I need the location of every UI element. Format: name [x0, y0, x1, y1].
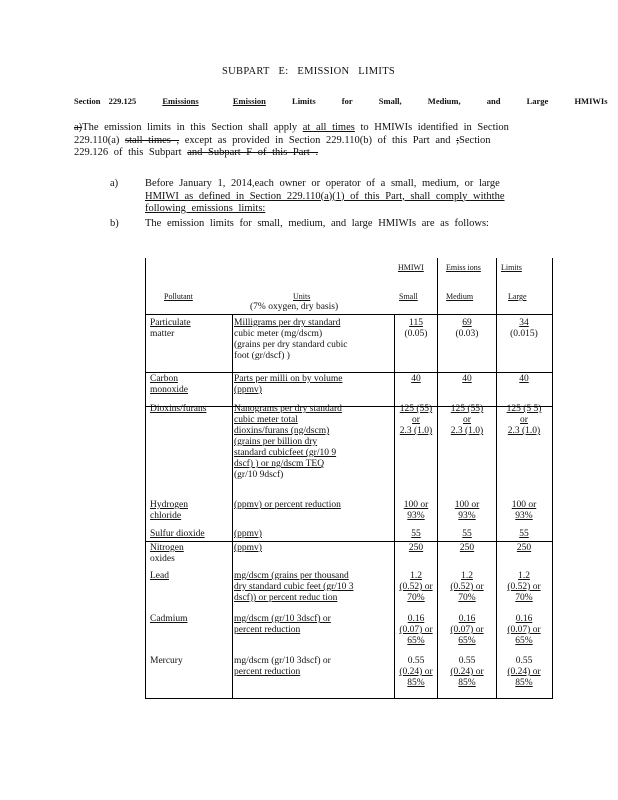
medium-value: [440, 614, 494, 647]
intro-text: 229.126 of this Subpart: [74, 147, 188, 158]
units-cell: [234, 374, 342, 396]
large-value: [499, 500, 549, 522]
header-large: Large: [508, 292, 527, 301]
medium-value: 40: [462, 374, 472, 384]
struck-text: ;: [456, 134, 460, 146]
value-line: 93%: [458, 511, 476, 521]
table-row: [150, 374, 188, 396]
section-title-word: Medium,: [427, 96, 461, 106]
intro-text: Section: [459, 134, 491, 146]
units-line: (gr/10 9dscf): [234, 470, 284, 480]
value-line: 85%: [458, 678, 476, 688]
value-line: 65%: [407, 636, 425, 646]
intro-line-3: [74, 147, 509, 160]
value-line: (0.24) or: [450, 667, 484, 677]
item-label-a: a): [110, 178, 119, 189]
struck-text: a): [74, 122, 83, 133]
header-medium: Medium: [446, 292, 474, 301]
section-title: [74, 96, 618, 106]
item-b-text: The emission limits for small, medium, and large HMIWIs are as follows:: [145, 218, 489, 229]
struck-text: and Subpart F of this Part .: [187, 147, 319, 158]
value-line: 0.16: [458, 614, 476, 624]
units-line: Milligrams per dry standard: [234, 318, 341, 328]
table-row: [150, 404, 206, 415]
units-line: percent reduction: [234, 667, 301, 677]
units-line: mg/dscm (gr/10 3dscf) or: [234, 614, 331, 624]
item-a-text: [145, 178, 505, 216]
inserted-text: at all times: [302, 122, 355, 133]
value-line: (0.52) or: [507, 582, 541, 592]
small-value: 250: [408, 543, 424, 553]
value-line: 2.3 (1.0): [450, 426, 484, 436]
table-divider: [496, 258, 497, 698]
section-title-word: for: [341, 96, 353, 106]
value-line: 85%: [407, 678, 425, 688]
value-line: 100 or: [403, 500, 429, 510]
small-value: [396, 571, 436, 604]
value-line: (0.24) or: [507, 667, 541, 677]
section-number: Section 229.125: [74, 96, 137, 106]
section-title-word: and: [486, 96, 501, 106]
small-value: [398, 500, 434, 522]
value-line: 93%: [515, 511, 533, 521]
units-line: (ppmv) or percent reduction: [234, 500, 341, 510]
value-line: 100 or: [454, 500, 480, 510]
header-units: Units: [293, 292, 311, 301]
units-line: (ppmv): [234, 385, 262, 395]
value-line: (0.52) or: [399, 582, 433, 592]
table-divider: [437, 258, 438, 698]
item-a-line-2: HMIWI as defined in Section 229.110(a)(1) of this Part, shall comply withthe: [145, 190, 505, 202]
pollutant-name: chloride: [150, 511, 182, 521]
value-line: 93%: [407, 511, 425, 521]
units-line: (grains per dry standard cubic: [234, 340, 348, 350]
units-cell: (ppmv): [234, 543, 262, 553]
page-heading: SUBPART E: EMISSION LIMITS: [222, 66, 396, 77]
value-line: 125 (55): [399, 404, 433, 414]
units-line: dscf)) or percent reduc tion: [234, 593, 338, 603]
value-line: 0.55: [458, 656, 476, 666]
value-line: 1.2: [518, 571, 530, 581]
large-value: 40: [519, 374, 529, 384]
value-line: 65%: [458, 636, 476, 646]
value-line: 70%: [458, 593, 476, 603]
medium-value: [440, 656, 494, 689]
value-line: 85%: [515, 678, 533, 688]
units-cell: [234, 318, 347, 362]
large-value: [499, 614, 549, 647]
intro-line-1: [74, 122, 509, 135]
medium-value: [440, 500, 494, 522]
units-line: foot (gr/dscf) ): [234, 351, 290, 361]
section-title-word: Limits: [292, 96, 316, 106]
small-value: [398, 318, 434, 340]
intro-text: 229.110(a): [74, 134, 126, 146]
intro-paragraph: [74, 122, 509, 160]
units-cell: [234, 656, 331, 678]
units-cell: (ppmv): [234, 529, 262, 539]
units-line: standard cubicfeet (gr/10 9: [234, 448, 337, 458]
value-line: (0.07) or: [399, 625, 433, 635]
large-value: [499, 571, 549, 604]
units-line: percent reduction: [234, 625, 301, 635]
table-rule: [146, 314, 552, 315]
pollutant-name: Particulate: [150, 318, 191, 328]
section-title-word: Emission: [232, 96, 266, 106]
large-value: [499, 404, 549, 437]
small-value: [396, 656, 436, 689]
header-hmiwi: HMIWI: [398, 263, 424, 272]
value-line: 0.16: [515, 614, 533, 624]
small-value: [396, 614, 436, 647]
medium-value: 250: [459, 543, 475, 553]
intro-text: The emission limits in this Section shall apply: [82, 122, 303, 133]
value-line: 69: [462, 318, 472, 328]
units-cell: [234, 500, 341, 511]
pollutant-name: Dioxins/furans: [150, 404, 207, 414]
header-small: Small: [399, 292, 418, 301]
units-line: cubic meter total: [234, 415, 298, 425]
units-line: Parts per milli on by volume: [234, 374, 343, 384]
units-line: Nanograms per dry standard: [234, 404, 342, 414]
pollutant-name: Hydrogen: [150, 500, 188, 510]
pollutant-name: Cadmium: [150, 614, 188, 624]
section-title-word: Emissions: [162, 96, 199, 106]
units-cell: [234, 614, 331, 636]
value-line: 2.3 (1.0): [399, 426, 433, 436]
value-line: 115: [409, 318, 423, 328]
value-line: or: [463, 415, 471, 425]
units-line: dry standard cubic feet (gr/10 3: [234, 582, 354, 592]
item-a-line-1: Before January 1, 2014,each owner or operator of a small, medium, or large: [145, 178, 500, 189]
value-line: (0.07) or: [450, 625, 484, 635]
value-line: 70%: [407, 593, 425, 603]
table-rule: [146, 541, 552, 542]
units-line: mg/dscm (grains per thousand: [234, 571, 349, 581]
small-value: 40: [411, 374, 421, 384]
value-line: 65%: [515, 636, 533, 646]
section-title-word: HMIWIs: [574, 96, 608, 106]
value-line: (0.05): [404, 329, 428, 339]
value-line: or: [412, 415, 420, 425]
value-line: 125 (55): [450, 404, 484, 414]
item-label-b: b): [110, 218, 119, 229]
value-line: (0.015): [510, 329, 538, 339]
intro-text: to HMIWIs identified in Section: [354, 122, 509, 133]
emission-limits-table: [145, 258, 553, 699]
large-value: [499, 656, 549, 689]
header-pollutant: Pollutant: [164, 292, 193, 301]
medium-value: 55: [462, 529, 472, 539]
value-line: 125 (5 5): [506, 404, 542, 414]
units-line: (grains per billion dry: [234, 437, 318, 447]
value-line: 34: [519, 318, 529, 328]
large-value: [499, 318, 549, 340]
section-title-word: Small,: [378, 96, 402, 106]
units-cell: [234, 571, 354, 604]
table-row: [150, 500, 188, 522]
medium-value: [440, 318, 494, 340]
pollutant-name: Carbon: [150, 374, 178, 384]
pollutant-name: matter: [150, 329, 175, 339]
value-line: 2.3 (1.0): [507, 426, 541, 436]
small-value: [396, 404, 436, 437]
value-line: (0.24) or: [399, 667, 433, 677]
pollutant-name: Nitrogen: [150, 543, 184, 553]
struck-text: stall times ,: [125, 134, 180, 146]
medium-value: [440, 571, 494, 604]
pollutant-name: Sulfur dioxide: [150, 529, 205, 539]
large-value: 55: [519, 529, 529, 539]
small-value: 55: [411, 529, 421, 539]
pollutant-name: monoxide: [150, 385, 188, 395]
units-cell: [234, 404, 342, 481]
header-units-sub: (7% oxygen, dry basis): [250, 302, 339, 312]
value-line: (0.52) or: [450, 582, 484, 592]
table-row: [150, 543, 184, 565]
large-value: 250: [516, 543, 532, 553]
table-row: [150, 318, 191, 340]
table-rule: [146, 372, 552, 373]
header-emissions: Emiss ions: [446, 263, 481, 272]
units-line: dioxins/furans (ng/dscm): [234, 426, 330, 436]
value-line: 100 or: [511, 500, 537, 510]
value-line: 0.55: [407, 656, 425, 666]
value-line: (0.03): [455, 329, 479, 339]
pollutant-name: oxides: [150, 554, 175, 564]
intro-text: except as provided in Section 229.110(b) of this Part and: [179, 134, 457, 146]
value-line: 70%: [515, 593, 533, 603]
pollutant-name: Lead: [150, 571, 169, 581]
item-a-line-3: following emissions limits:: [145, 203, 266, 214]
pollutant-name: Mercury: [150, 656, 183, 666]
units-line: dscf) ) or ng/dscm TEQ: [234, 459, 325, 469]
value-line: or: [520, 415, 528, 425]
value-line: (0.07) or: [507, 625, 541, 635]
units-line: mg/dscm (gr/10 3dscf) or: [234, 656, 331, 666]
value-line: 0.55: [515, 656, 533, 666]
value-line: 0.16: [407, 614, 425, 624]
intro-line-2: [74, 135, 509, 148]
section-title-word: Large: [526, 96, 549, 106]
header-limits: Limits: [501, 263, 522, 272]
medium-value: [440, 404, 494, 437]
units-line: cubic meter (mg/dscm): [234, 329, 323, 339]
value-line: 1.2: [461, 571, 473, 581]
value-line: 1.2: [410, 571, 422, 581]
